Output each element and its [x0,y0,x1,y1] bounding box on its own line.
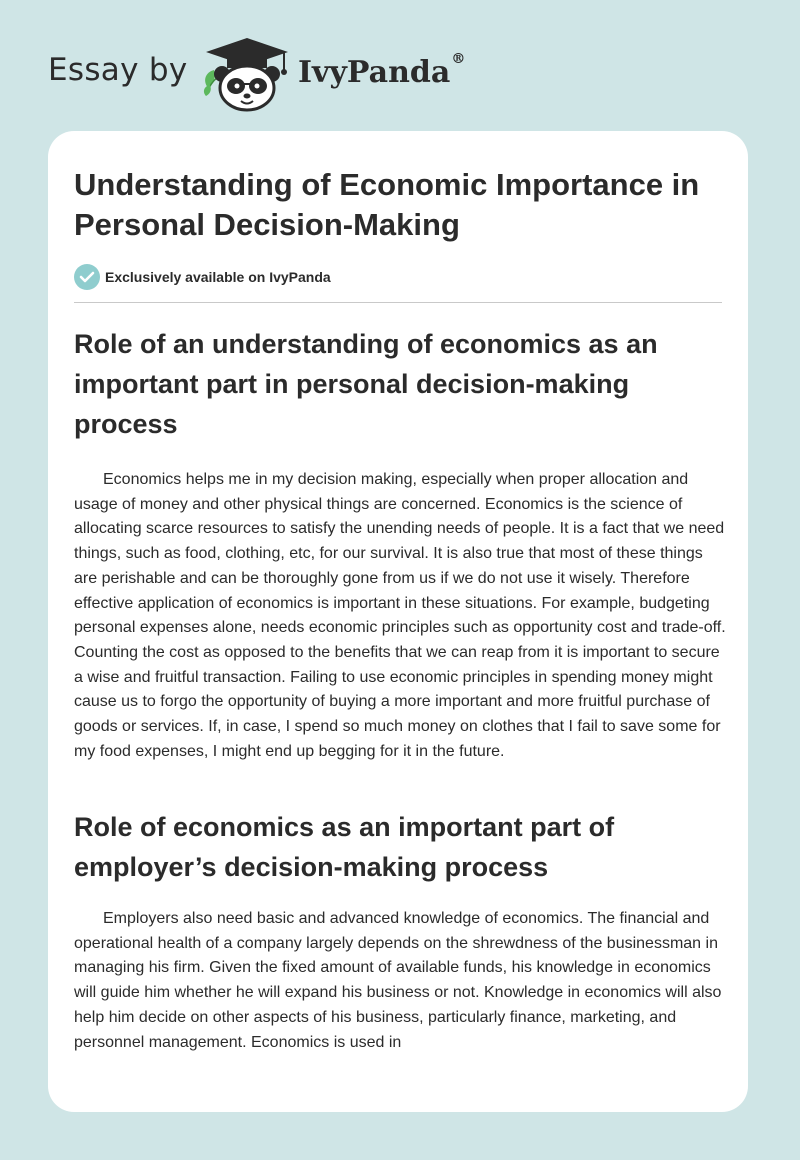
essay-card [48,131,748,1112]
brand-name-text: IvyPanda [298,55,451,90]
section-heading: Role of economics as an important part of employer’s decision-making process [74,812,615,882]
registered-mark: ® [451,51,466,67]
section-paragraph: Economics helps me in my decision making, especially when proper allocation and usage of money and other physical things are concerned. Economics is the science of allocating scarce resources to satisfy the unending needs of people. It is a fact that we need things, such as food, clothing, etc, for our survival. It is also true that most of these things are perishable and can be thoroughly gone from us if we do not use it wisely. Therefore effective application of economics is important in these situations. For example, budgeting personal expenses alone, needs economic principles such as opportunity cost and trade-off. Counting the cost as opposed to the benefits that we can reap from it is important to secure a wise and fruitful transaction. Failing to use economic principles in spending money might cause us to forgo the opportunity of buying a more important and more fruitful purchase of goods or services. If, in case, I spend so much money on clothes that I fail to save some for my food expenses, I might end up begging for it in the future. [74,471,726,760]
exclusive-badge-label: Exclusively available on IvyPanda [105,269,331,285]
title-divider [74,302,722,303]
site-header [0,0,800,125]
check-circle-icon [74,264,100,290]
panda-logo-icon[interactable] [200,36,294,112]
essay-by-label: Essay by [48,52,188,88]
section-paragraph: Employers also need basic and advanced knowledge of economics. The financial and operational health of a company largely depends on the shrewdness of the businessman in managing his firm. Given the fixed amount of available funds, his knowledge in economics will guide him whether he will expand his business or not. Knowledge in economics will also help him decide on other aspects of his business, particularly finance, marketing, and personnel management. Economics is used in [74,910,722,1051]
section-heading: Role of an understanding of economics as an important part in personal decision-making process [74,329,658,439]
page-title: Understanding of Economic Importance in Personal Decision-Making [74,167,700,242]
brand-name[interactable] [298,51,466,90]
exclusive-badge [74,264,331,290]
